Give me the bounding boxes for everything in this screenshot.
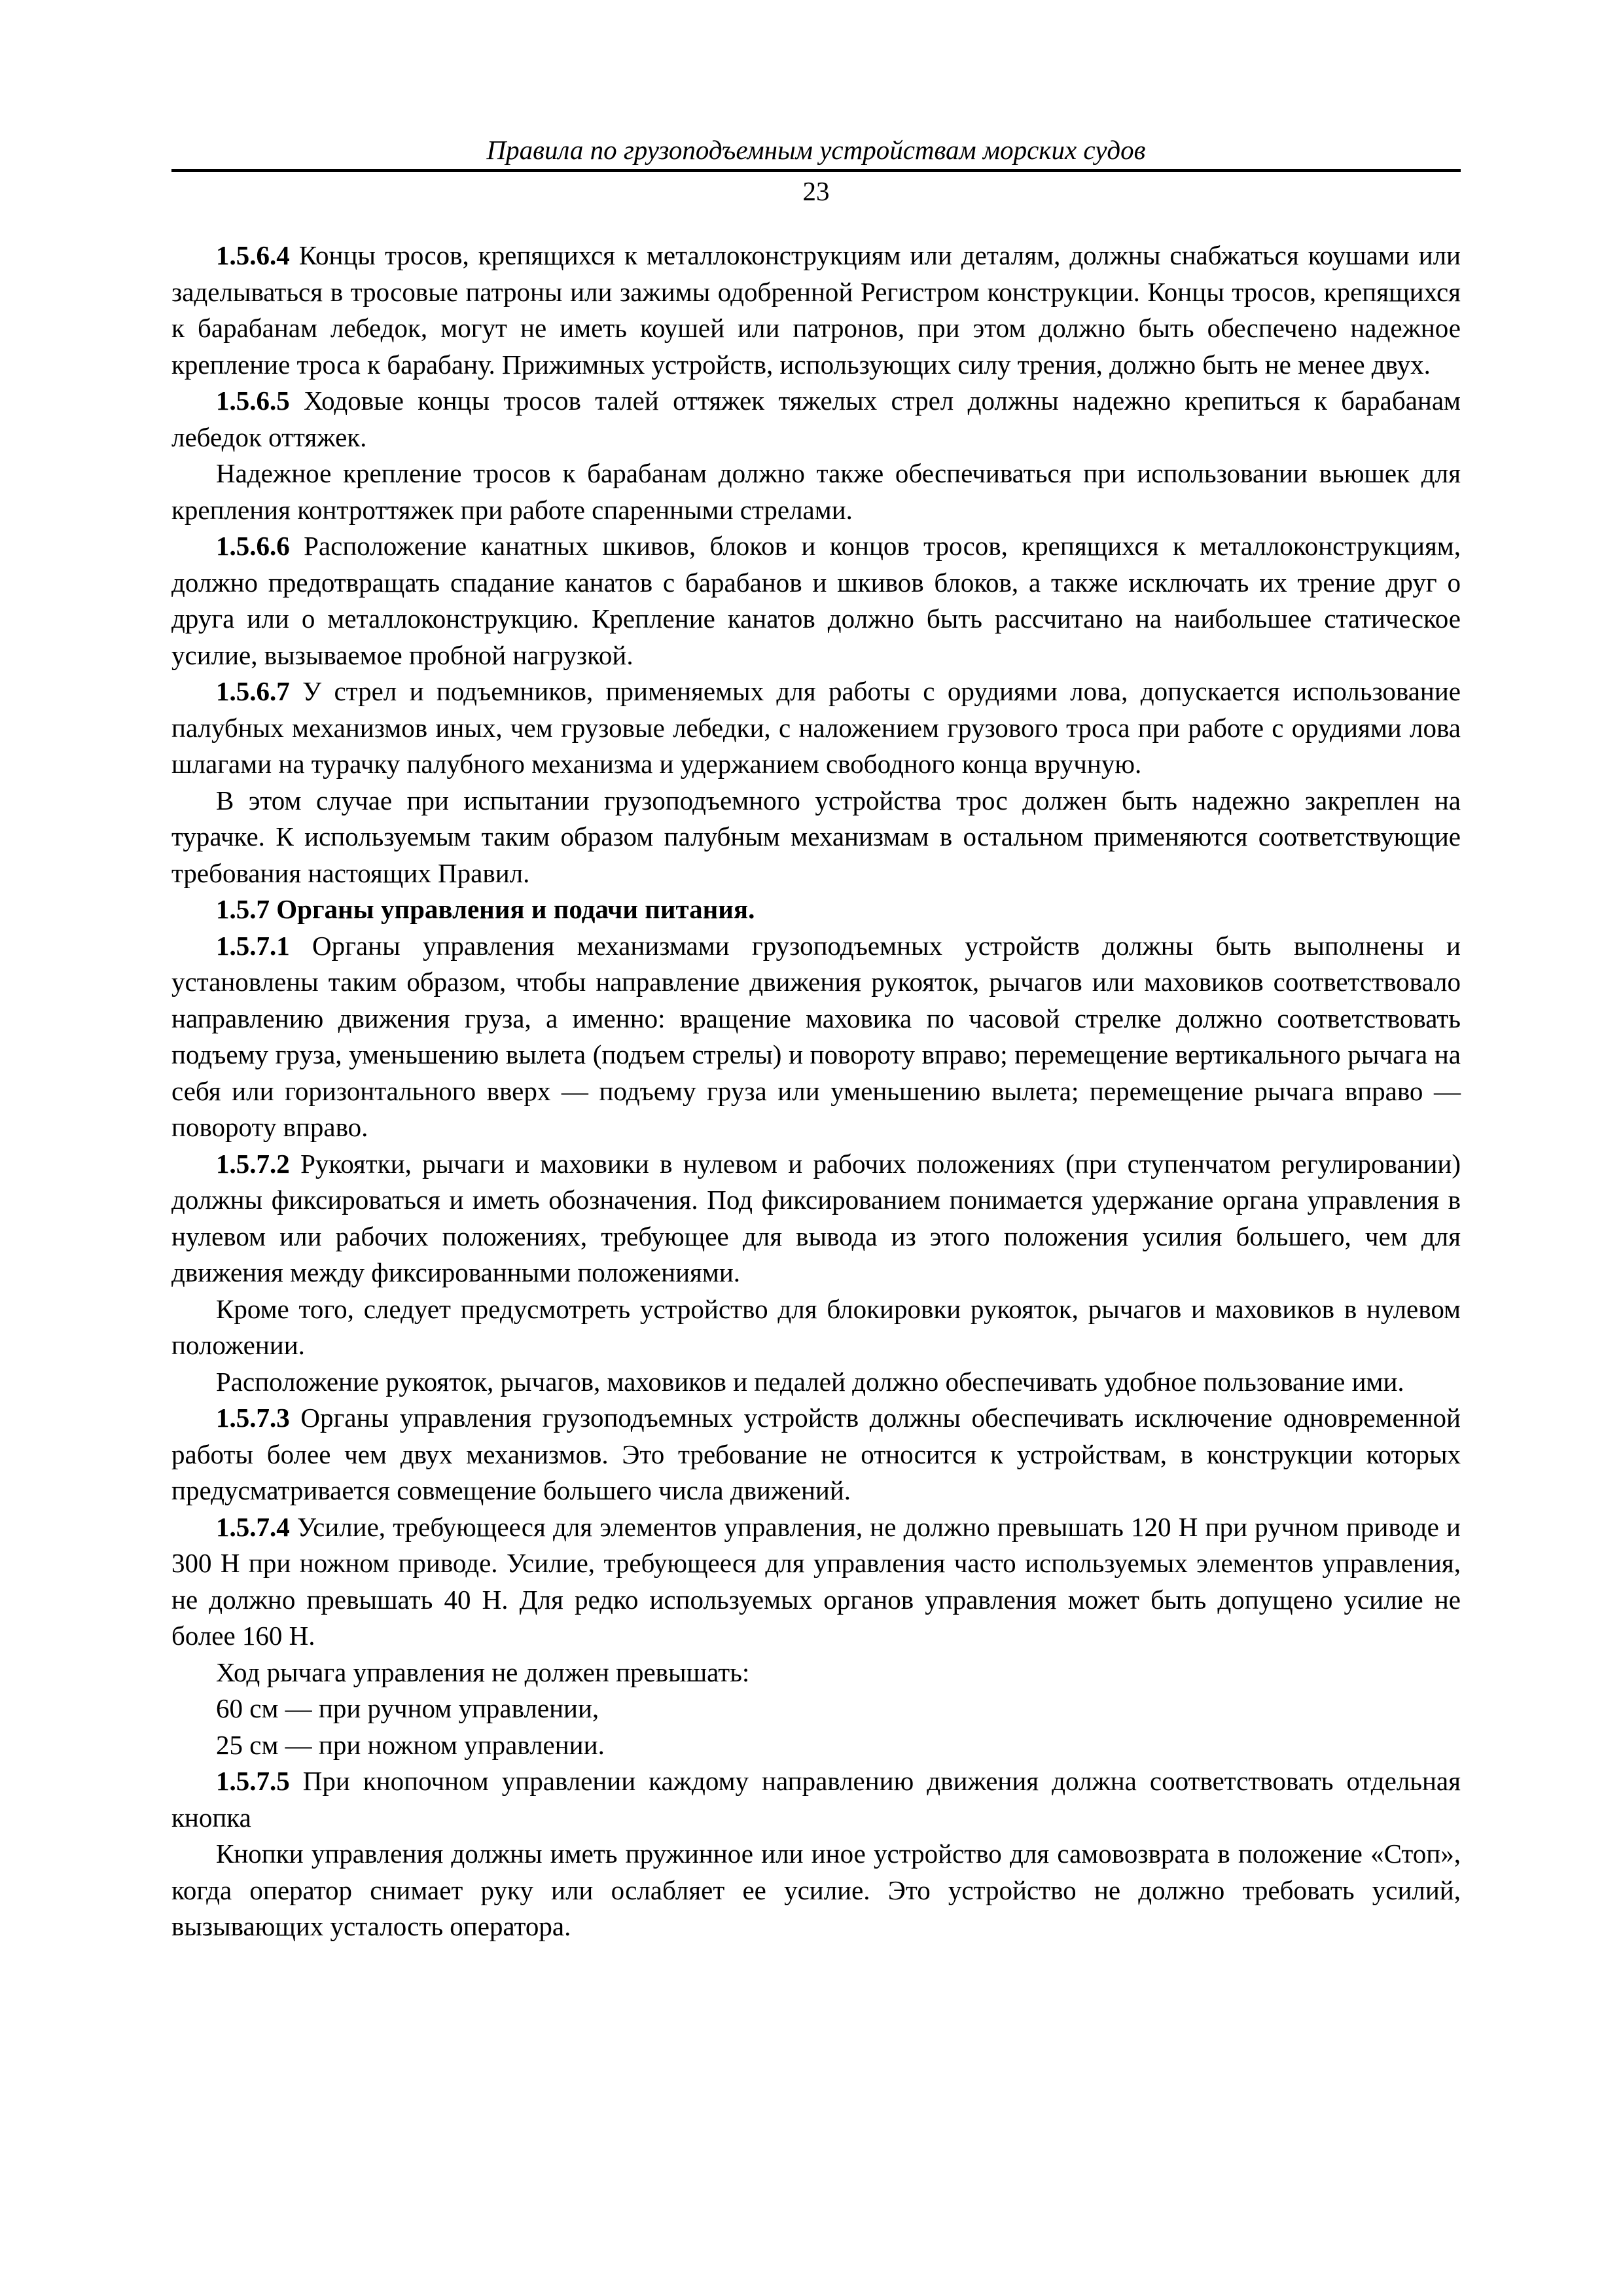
paragraph xyxy=(171,1291,1461,1364)
paragraph xyxy=(171,1836,1461,1945)
list-item xyxy=(171,1691,1461,1727)
paragraph-1-5-7-5 xyxy=(171,1763,1461,1836)
clause-number: 1.5.6.7 xyxy=(216,676,290,706)
paragraph-text: Ход рычага управления не должен превышать: xyxy=(216,1657,750,1687)
clause-number: 1.5.7.5 xyxy=(216,1766,290,1796)
paragraph-text: Надежное крепление тросов к барабанам должно также обеспечиваться при использовании вьюшек для крепления контроттяжек при работе спаренными стрелами. xyxy=(171,458,1461,525)
clause-number: 1.5.7.2 xyxy=(216,1148,290,1179)
paragraph xyxy=(171,456,1461,528)
clause-number: 1.5.7.4 xyxy=(216,1511,290,1542)
body-text xyxy=(171,238,1461,1945)
paragraph-1-5-7-1 xyxy=(171,928,1461,1146)
paragraph-text: При кнопочном управлении каждому направлению движения должна соответствовать отдельная кнопка xyxy=(171,1766,1461,1833)
paragraph xyxy=(171,783,1461,892)
paragraph-1-5-6-4 xyxy=(171,238,1461,383)
paragraph-text: Кроме того, следует предусмотреть устройство для блокировки рукояток, рычагов и маховиков в нулевом положении. xyxy=(171,1293,1461,1360)
paragraph-text: Ходовые концы тросов талей оттяжек тяжелых стрел должны надежно крепиться к барабанам лебедок оттяжек. xyxy=(171,386,1461,452)
clause-number: 1.5.6.4 xyxy=(216,240,290,270)
paragraph xyxy=(171,1364,1461,1401)
section-heading-1-5-7 xyxy=(171,891,1461,928)
paragraph-text: Расположение канатных шкивов, блоков и концов тросов, крепящихся к металлоконструкциям, должно предотвращать спадание канатов с барабанов и шкивов блоков, а также исключать их трение друг о друга или о металлоконструкцию. Крепление канатов должно быть рассчитано на наибольшее статическое усилие, вызываемое пробной нагрузкой. xyxy=(171,531,1461,670)
section-heading-text: 1.5.7 Органы управления и подачи питания. xyxy=(216,894,755,924)
paragraph xyxy=(171,1655,1461,1691)
list-item-text: 60 см — при ручном управлении, xyxy=(216,1693,599,1723)
paragraph-text: Рукоятки, рычаги и маховики в нулевом и рабочих положениях (при ступенчатом регулировании) должны фиксироваться и иметь обозначения. Под фиксированием понимается удержание органа управления в нулевом или рабочих положениях, требующее для вывода из этого положения усилия большего, чем для движения между фиксированными положениями. xyxy=(171,1148,1461,1287)
clause-number: 1.5.7.3 xyxy=(216,1403,290,1433)
paragraph-text: В этом случае при испытании грузоподъемного устройства трос должен быть надежно закреплен на турачке. К используемым таким образом палубным механизмам в остальном применяются соответствующие требования настоящих Правил. xyxy=(171,785,1461,888)
running-title: Правила по грузоподъемным устройствам морских судов xyxy=(486,135,1146,165)
paragraph-text: Органы управления механизмами грузоподъемных устройств должны быть выполнены и установлены таким образом, чтобы направление движения рукояток, рычагов или маховиков соответствовало направлению движения груза, а именно: вращение маховика по часовой стрелке должно соответствовать подъему груза, уменьшению вылета (подъем стрелы) и повороту вправо; перемещение вертикального рычага на себя или горизонтального вверх — подъему груза или уменьшению вылета; перемещение рычага вправо — повороту вправо. xyxy=(171,930,1461,1142)
clause-number: 1.5.6.5 xyxy=(216,386,290,416)
paragraph-text: Концы тросов, крепящихся к металлоконструкциям или деталям, должны снабжаться коушами или заделываться в тросовые патроны или зажимы одобренной Регистром конструкции. Концы тросов, крепящихся к барабанам лебедок, могут не иметь коушей или патронов, при этом должно быть обеспечено надежное крепление троса к барабану. Прижимных устройств, использующих силу трения, должно быть не менее двух. xyxy=(171,240,1461,380)
paragraph-1-5-7-2 xyxy=(171,1146,1461,1291)
paragraph-text: У стрел и подъемников, применяемых для работы с орудиями лова, допускается использование палубных механизмов иных, чем грузовые лебедки, с наложением грузового троса при работе с орудиями лова шлагами на турачку палубного механизма и удержанием свободного конца вручную. xyxy=(171,676,1461,779)
paragraph-1-5-7-3 xyxy=(171,1400,1461,1509)
clause-number: 1.5.6.6 xyxy=(216,531,290,561)
paragraph-text: Расположение рукояток, рычагов, маховиков и педалей должно обеспечивать удобное пользование ими. xyxy=(216,1366,1404,1397)
document-page xyxy=(171,131,1461,1945)
paragraph-text: Кнопки управления должны иметь пружинное или иное устройство для самовозврата в положение «Стоп», когда оператор снимает руку или ослабляет ее усилие. Это устройство не должно требовать усилий, вызывающих усталость оператора. xyxy=(171,1839,1461,1941)
paragraph-text: Органы управления грузоподъемных устройств должны обеспечивать исключение одновременной работы более чем двух механизмов. Это требование не относится к устройствам, в конструкции которых предусматривается совмещение большего числа движений. xyxy=(171,1403,1461,1505)
paragraph-1-5-6-7 xyxy=(171,673,1461,783)
page-number: 23 xyxy=(802,176,830,206)
clause-number: 1.5.7.1 xyxy=(216,930,290,961)
list-item xyxy=(171,1727,1461,1764)
paragraph-1-5-7-4 xyxy=(171,1509,1461,1655)
paragraph-text: Усилие, требующееся для элементов управления, не должно превышать 120 Н при ручном приводе и 300 Н при ножном приводе. Усилие, требующееся для управления часто используемых элементов управления, не должно превышать 40 Н. Для редко используемых органов управления может быть допущено усилие не более 160 Н. xyxy=(171,1511,1461,1651)
paragraph-1-5-6-5 xyxy=(171,383,1461,456)
paragraph-1-5-6-6 xyxy=(171,528,1461,673)
list-item-text: 25 см — при ножном управлении. xyxy=(216,1729,605,1760)
